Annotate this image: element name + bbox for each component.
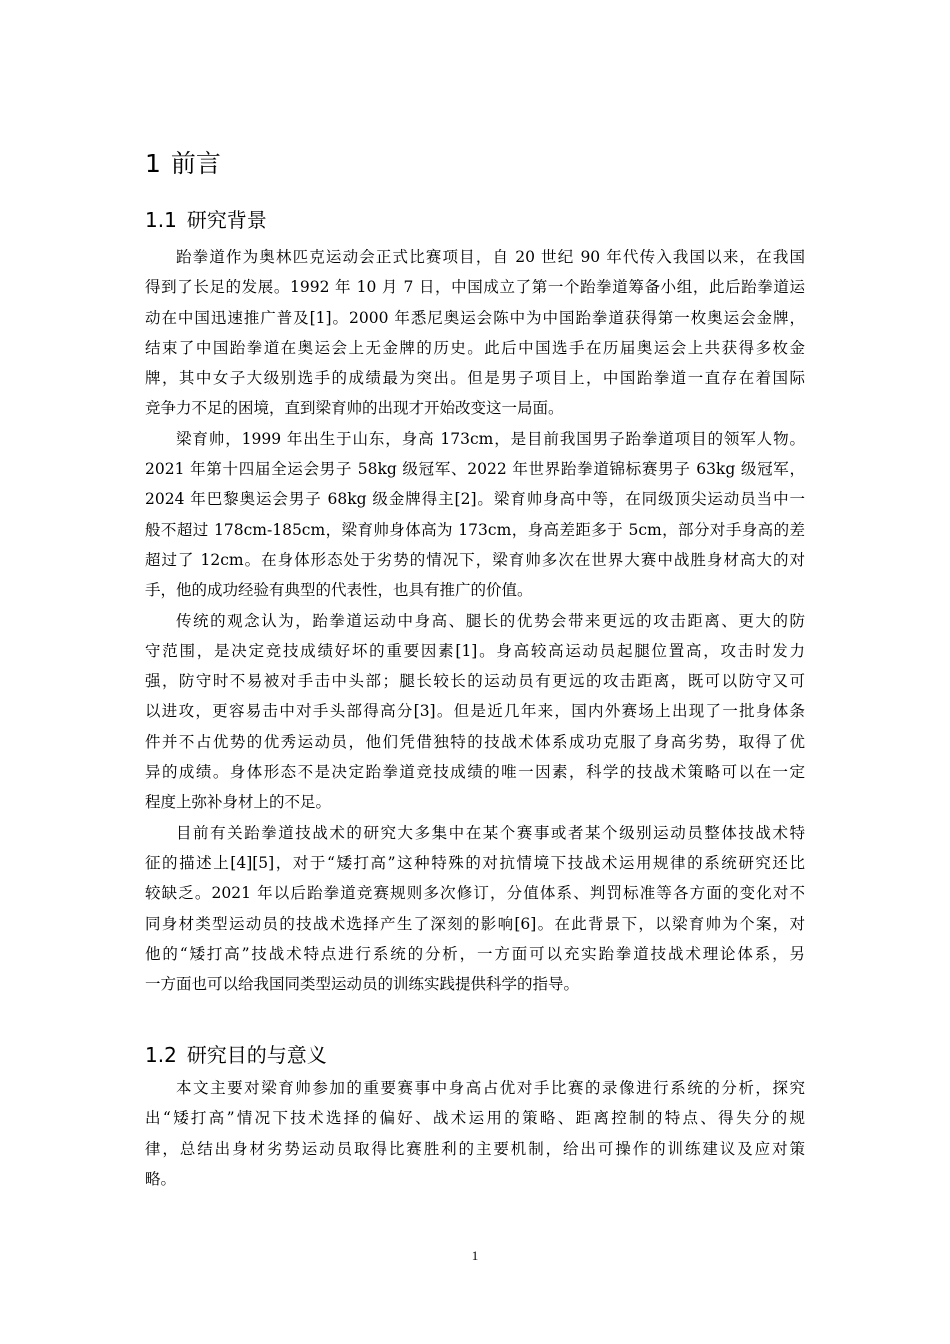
text-line: 结束了中国跆拳道在奥运会上无金牌的历史。此后中国选手在历届奥运会上共获得多枚金 xyxy=(145,338,805,357)
text-line: 程度上弥补身材上的不足。 xyxy=(145,793,332,812)
section-number: 1.1 xyxy=(145,208,177,232)
section-body-1-1 xyxy=(145,242,805,999)
text-line: 同身材类型运动员的技战术选择产生了深刻的影响[6]。在此背景下，以梁育帅为个案，对 xyxy=(145,914,805,933)
text-line: 强，防守时不易被对手击中头部；腿长较长的运动员有更远的攻击距离，既可以防守又可 xyxy=(145,672,805,691)
section-title: 研究背景 xyxy=(186,208,267,232)
text-line: 件并不占优势的优秀运动员，他们凭借独特的技战术体系成功克服了身高劣势，取得了优 xyxy=(145,732,805,751)
text-line: 梁育帅，1999 年出生于山东，身高 173cm，是目前我国男子跆拳道项目的领军人物。 xyxy=(176,429,805,448)
text-line: 出“矮打高”情况下技术选择的偏好、战术运用的策略、距离控制的特点、得失分的规 xyxy=(145,1109,805,1128)
text-line: 手，他的成功经验有典型的代表性，也具有推广的价值。 xyxy=(145,581,533,600)
text-line: 动在中国迅速推广普及[1]。2000 年悉尼奥运会陈中为中国跆拳道获得第一枚奥运会金牌， xyxy=(145,308,805,327)
text-line: 传统的观念认为，跆拳道运动中身高、腿长的优势会带来更远的攻击距离、更大的防 xyxy=(176,611,805,630)
text-line: 竞争力不足的困境，直到梁育帅的出现才开始改变这一局面。 xyxy=(145,399,564,418)
chapter-heading xyxy=(145,146,221,182)
text-line: 跆拳道作为奥林匹克运动会正式比赛项目，自 20 世纪 90 年代传入我国以来，在我国 xyxy=(176,248,805,266)
chapter-number: 1 xyxy=(145,149,161,178)
text-line: 得到了长足的发展。1992 年 10 月 7 日，中国成立了第一个跆拳道筹备小组，此后跆拳道运 xyxy=(145,278,805,297)
section-title: 研究目的与意义 xyxy=(186,1043,327,1067)
text-line: 较缺乏。2021 年以后跆拳道竞赛规则多次修订，分值体系、判罚标准等各方面的变化对不 xyxy=(145,884,805,903)
text-line: 牌，其中女子大级别选手的成绩最为突出。但是男子项目上，中国跆拳道一直存在着国际 xyxy=(145,369,805,388)
text-line: 征的描述上[4][5]，对于“矮打高”这种特殊的对抗情境下技战术运用规律的系统研究还比 xyxy=(145,853,805,872)
text-line: 他的“矮打高”技战术特点进行系统的分析，一方面可以充实跆拳道技战术理论体系，另 xyxy=(145,944,805,963)
text-line: 守范围，是决定竞技成绩好坏的重要因素[1]。身高较高运动员起腿位置高，攻击时发力 xyxy=(145,641,805,660)
section-heading-1-2 xyxy=(145,1040,327,1070)
text-line: 一方面也可以给我国同类型运动员的训练实践提供科学的指导。 xyxy=(145,975,580,994)
page-number: 1 xyxy=(471,1248,479,1263)
text-line: 2024 年巴黎奥运会男子 68kg 级金牌得主[2]。梁育帅身高中等，在同级顶尖运动员当中一 xyxy=(145,490,805,509)
text-line: 略。 xyxy=(145,1169,177,1188)
text-line: 超过了 12cm。在身体形态处于劣势的情况下，梁育帅多次在世界大赛中战胜身材高大的对 xyxy=(145,550,805,569)
section-heading-1-1 xyxy=(145,205,267,235)
section-body-1-2 xyxy=(145,1073,805,1194)
section-number: 1.2 xyxy=(145,1043,177,1067)
text-line: 异的成绩。身体形态不是决定跆拳道竞技成绩的唯一因素，科学的技战术策略可以在一定 xyxy=(145,763,805,782)
text-line: 2021 年第十四届全运会男子 58kg 级冠军、2022 年世界跆拳道锦标赛男子 63kg 级冠军， xyxy=(145,460,805,479)
text-line: 以进攻，更容易击中对手头部得高分[3]。但是近几年来，国内外赛场上出现了一批身体条 xyxy=(145,702,805,721)
text-line: 般不超过 178cm-185cm，梁育帅身体高为 173cm，身高差距多于 5cm，部分对手身高的差 xyxy=(145,520,805,539)
text-line: 律，总结出身材劣势运动员取得比赛胜利的主要机制，给出可操作的训练建议及应对策 xyxy=(145,1139,805,1158)
chapter-title: 前言 xyxy=(170,149,221,178)
text-line: 目前有关跆拳道技战术的研究大多集中在某个赛事或者某个级别运动员整体技战术特 xyxy=(176,823,805,842)
text-line: 本文主要对梁育帅参加的重要赛事中身高占优对手比赛的录像进行系统的分析，探究 xyxy=(176,1079,805,1097)
